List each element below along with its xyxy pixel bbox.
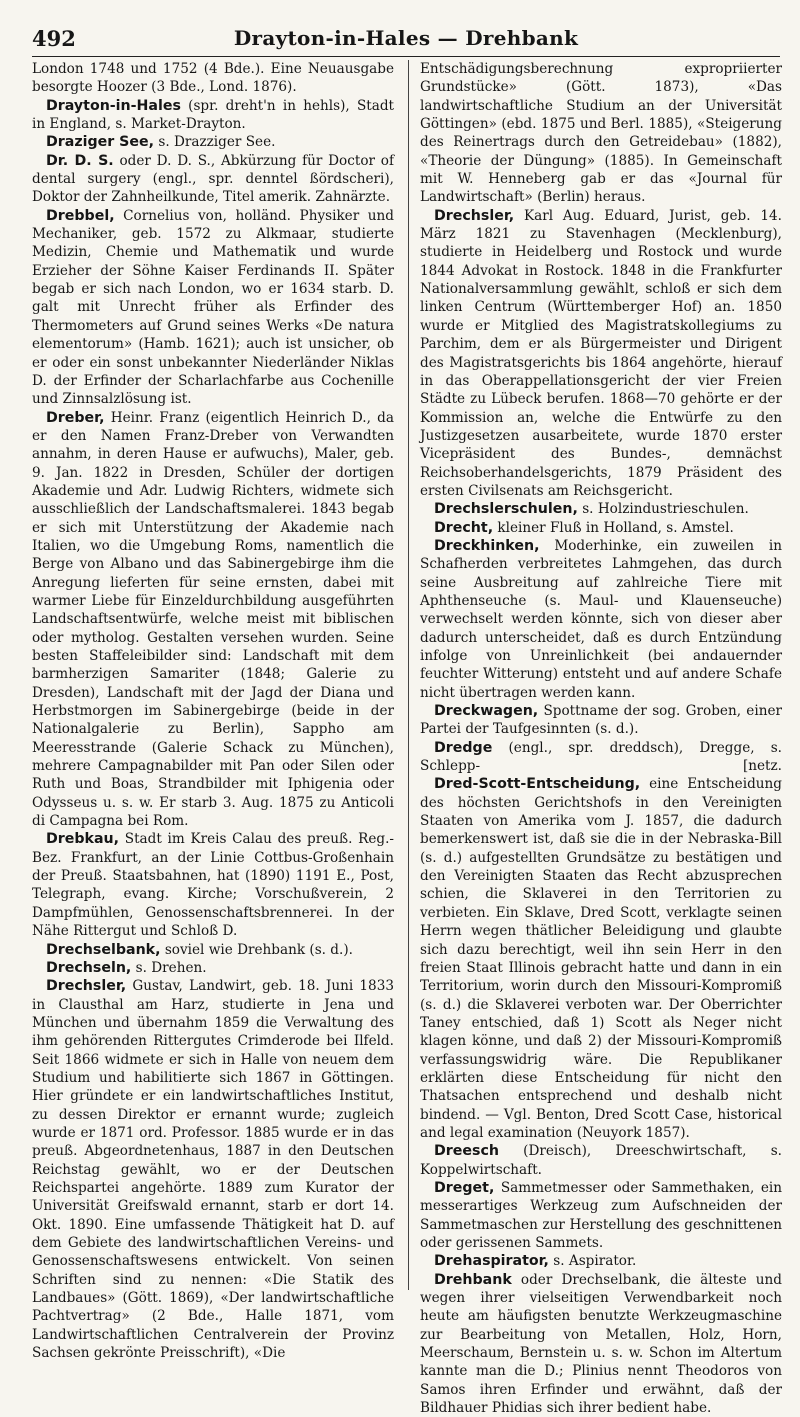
dictionary-entry — [420, 739, 782, 776]
dictionary-entry — [420, 207, 782, 501]
running-title: Drayton-in-Hales — Drehbank — [233, 26, 579, 50]
entry-headword: Drechsler, — [434, 207, 515, 224]
dictionary-entry — [32, 959, 394, 977]
dictionary-entry — [420, 1271, 782, 1417]
entry-headword: Drayton-in-Hales — [46, 97, 181, 114]
entry-text: Gustav, Landwirt, geb. 18. Juni 1833 in Clausthal am Harz, studierte in Jena und München und übernahm 1859 die Verwaltung des ihm gehörenden Rittergutes Crimderode bei Ilfeld. Seit 1866 widmete er sich in Halle von neuem dem Studium und habilitierte sich 1867 in Göttingen. Hier gründete er ein landwirtschaftliches Institut, zu dessen Direktor er ernannt wurde; zugleich wurde er 1871 ord. Professor. 1885 wurde er in das preuß. Abgeordnetenhaus, 1887 in den Deutschen Reichstag gewählt, wo er der Deutschen Reichspartei angehörte. 1889 zum Kurator der Universität Greifswald ernannt, starb er dort 14. Okt. 1890. Eine umfassende Thätigkeit hat D. auf dem Gebiete des landwirtschaftlichen Vereins- und Genossenschaftswesens entwickelt. Von seinen Schriften sind zu nennen: «Die Statik des Landbaues» (Gött. 1869), «Der landwirtschaftliche Pachtvertrag» (2 Bde., Halle 1871, vom Landwirtschaftlichen Centralverein der Provinz Sachsen gekrönte Preisschrift), «Die — [32, 978, 394, 1362]
entry-headword: Dreesch — [434, 1143, 499, 1160]
dictionary-entry — [32, 830, 394, 940]
dictionary-entry — [420, 702, 782, 739]
entry-headword: Draziger See, — [46, 134, 155, 151]
entry-text: Spottname der sog. Groben, einer Partei der Taufgesinnten (s. d.). — [420, 703, 782, 738]
entry-text: (Dreisch), Dreeschwirtschaft, s. Koppelwirtschaft. — [420, 1143, 782, 1178]
entry-headword: Dreber, — [46, 409, 105, 426]
entry-text: (spr. dreht'n in hehls), Stadt in England, s. Market-Drayton. — [32, 97, 394, 133]
entry-text: Cornelius von, holländ. Physiker und Mechaniker, geb. 1572 zu Alkmaar, studierte Medizin, Chemie und Mathematik und wurde Erzieher der Söhne Kaiser Ferdinands II. Später begab er sich nach London, wo er 1634 starb. D. galt mit Unrecht früher als Erfinder des Thermometers auf Grund seines Werks «De natura elementorum» (Hamb. 1621); auch ist unsicher, ob er oder ein sonst unbekannter Niederländer Niklas D. der Erfinder der Scharlachfarbe aus Cochenille und Zinnsalzlösung ist. — [32, 207, 394, 408]
entry-text: eine Entscheidung des höchsten Gerichtshofs in den Vereinigten Staaten von Amerika vom J. 1857, die dadurch bemerkenswert ist, daß sie die in der Nebraska-Bill (s. d.) aufgestellten Grundsätze zu bestätigen und den Vereinigten Staaten das Recht abzusprechen schien, die Sklaverei in den Territorien zu verbieten. Ein Sklave, Dred Scott, verklagte seinen Herrn wegen thätlicher Beleidigung und glaubte sich dazu berechtigt, weil ihn sein Herr in den freien Staat Illinois gebracht hatte und dann in ein Territorium, worin durch den Missouri-Kompromiß (s. d.) die Sklaverei verboten war. Der Oberrichter Taney entschied, daß 1) Scott als Neger nicht klagen könne, und daß 2) der Missouri-Kompromiß verfassungswidrig wäre. Die Republikaner erklärten diese Entscheidung für nicht den Thatsachen entsprechend und deshalb nicht bindend. — Vgl. Benton, Dred Scott Case, historical and legal examination (Neuyork 1857). — [420, 776, 782, 1141]
entry-headword: Dred-Scott-Entscheidung, — [434, 776, 641, 793]
entry-text: s. Holzindustrieschulen. — [577, 501, 749, 518]
page-number: 492 — [32, 26, 76, 51]
dictionary-entry — [32, 941, 394, 959]
dictionary-entry — [420, 775, 782, 1142]
column-divider — [408, 60, 409, 1290]
dictionary-entry — [32, 152, 394, 207]
dictionary-entry — [420, 537, 782, 702]
margin-continuation-note: [netz. — [742, 758, 782, 775]
entry-text: Entschädigungsberechnung expropriierter Grundstücke» (Gött. 1873), «Das landwirtschaftliche Studium an der Universität Göttingen» (ebd. 1875 und Berl. 1885), «Steigerung des Reinertrags durch den Getreidebau» (1882), «Theorie der Düngung» (1885). In Gemeinschaft mit W. Henneberg gab er das «Journal für Landwirtschaft» (Berlin) heraus. — [420, 61, 782, 206]
page-header — [32, 26, 780, 58]
header-rule — [32, 56, 780, 57]
entry-headword: Dreckhinken, — [434, 537, 540, 554]
entry-text: Karl Aug. Eduard, Jurist, geb. 14. März 1821 zu Stavenhagen (Mecklenburg), studierte in Heidelberg und Rostock und wurde 1844 Advokat in Rostock. 1848 in die Frankfurter Nationalversammlung gewählt, schloß er sich dem linken Centrum (Württemberger Hof) an. 1850 wurde er Mitglied des Magistratskollegiums zu Parchim, dem er als Bürgermeister und Dirigent des Magistratsgerichts bis 1864 angehörte, hierauf in das Oberappellationsgericht der vier Freien Städte zu Lübeck berufen. 1868—70 gehörte er der Kommission an, welche die Entwürfe zu den Justizgesetzen ausarbeitete, wurde 1870 erster Vicepräsident des Bundes-, demnächst Reichsoberhandelsgerichts, 1879 Präsident des ersten Civilsenats am Reichsgericht. — [420, 207, 782, 499]
entry-headword: Drechselbank, — [46, 941, 161, 958]
dictionary-entry — [32, 97, 394, 134]
entry-text: soviel wie Drehbank (s. d.). — [160, 941, 353, 958]
entry-text: oder D. D. S., Abkürzung für Doctor of dental surgery (engl., spr. denntel ßördscheri), Doktor der Zahnheilkunde, Titel amerik. Zahnärzte. — [32, 152, 394, 206]
dictionary-entry — [420, 1142, 782, 1179]
entry-text: oder Drechselbank, die älteste und wegen ihrer vielseitigen Verwendbarkeit noch heute am häufigsten benutzte Werkzeugmaschine zur Bearbeitung von Metallen, Holz, Horn, Meerschaum, Bernstein u. s. w. Schon im Altertum kannte man die D.; Plinius nennt Theodoros von Samos ihren Erfinder und erwähnt, daß der Bildhauer Phidias sich ihrer bedient habe. — [420, 1271, 782, 1417]
entry-headword: Dreckwagen, — [434, 703, 539, 720]
dictionary-entry — [32, 133, 394, 151]
entry-text: London 1748 und 1752 (4 Bde.). Eine Neuausgabe besorgte Hoozer (3 Bde., Lond. 1876). — [32, 61, 394, 96]
entry-headword: Dredge — [434, 739, 493, 756]
entry-headword: Drechsler, — [46, 978, 127, 995]
entry-text: Heinr. Franz (eigentlich Heinrich D., da er den Namen Franz-Dreber von Verwandten annahm, in deren Hause er aufwuchs), Maler, geb. 9. Jan. 1822 in Dresden, Schüler der dortigen Akademie und Adr. Ludwig Richters, widmete sich ausschließlich der Landschaftsmalerei. 1843 begab er sich mit Unterstützung der Akademie nach Italien, wo die Umgebung Roms, namentlich die Berge von Albano und das Sabinergebirge ihm die Anregung lieferten für seine ernsten, dabei mit warmer Liebe für Einzeldurchbildung ausgeführten Landschaftsentwürfe, welche meist mit biblischen oder mytholog. Gestalten versehen wurden. Seine besten Staffeleibilder sind: Landschaft mit dem barmherzigen Samariter (1848; Galerie zu Dresden), Landschaft mit der Jagd der Diana und Herbstmorgen im Sabinergebirge (beide in der Nationalgalerie zu Berlin), Sappho am Meeresstrande (Galerie Schack zu München), mehrere Campagnabilder mit Pan oder Silen oder Ruth und Boas, Strandbilder mit Iphigenia oder Odysseus u. s. w. Er starb 3. Aug. 1875 zu Anticoli di Campagna bei Rom. — [32, 409, 394, 830]
entry-text: (engl., spr. dreddsch), Dregge, s. Schlepp- — [420, 739, 782, 775]
entry-text: Stadt im Kreis Calau des preuß. Reg.-Bez. Frankfurt, an der Linie Cottbus-Großenhain der Preuß. Staatsbahnen, hat (1890) 1191 E., Post, Telegraph, evang. Kirche; Vorschußverein, 2 Dampfmühlen, Genossenschaftsbrennerei. In der Nähe Rittergut und Schloß D. — [32, 831, 394, 940]
entry-headword: Drehaspirator, — [434, 1253, 549, 1270]
dictionary-entry — [32, 207, 394, 409]
entry-text: Sammetmesser oder Sammethaken, ein messerartiges Werkzeug zum Aufschneiden der Sammetmaschen zur Herstellung des geschnittenen oder gerissenen Sammets. — [420, 1179, 782, 1251]
entry-headword: Drehbank — [434, 1271, 512, 1288]
entry-headword: Drechseln, — [46, 959, 132, 976]
dictionary-entry — [32, 409, 394, 831]
dictionary-entry — [420, 1252, 782, 1270]
dictionary-entry — [32, 60, 394, 97]
entry-headword: Dreget, — [434, 1179, 495, 1196]
entry-text: Moderhinke, ein zuweilen in Schafherden verbreitetes Lahmgehen, das durch seine Ausbreitung auf zahlreiche Tiere mit Aphthenseuche (s. Maul- und Klauenseuche) verwechselt werden könnte, sich von dieser aber dadurch unterscheidet, daß es durch Entzündung infolge von Unreinlichkeit (bei andauernder feuchter Witterung) entsteht und auf andere Schafe nicht übertragen werden kann. — [420, 537, 782, 701]
dictionary-entry — [420, 519, 782, 537]
entry-headword: Dr. D. S. — [46, 152, 114, 169]
entry-text: kleiner Fluß in Holland, s. Amstel. — [493, 519, 734, 536]
dictionary-entry — [420, 1179, 782, 1252]
entry-text: s. Drehen. — [131, 959, 207, 976]
dictionary-entry — [420, 500, 782, 518]
entry-headword: Drebkau, — [46, 831, 120, 848]
dictionary-entry — [420, 60, 782, 207]
entry-text: s. Aspirator. — [548, 1253, 637, 1270]
right-column — [420, 60, 782, 1417]
entry-headword: Drechslerschulen, — [434, 501, 578, 518]
entry-text: s. Drazziger See. — [154, 134, 276, 151]
entry-headword: Drebbel, — [46, 207, 115, 224]
entry-headword: Drecht, — [434, 519, 494, 536]
left-column — [32, 60, 394, 1362]
